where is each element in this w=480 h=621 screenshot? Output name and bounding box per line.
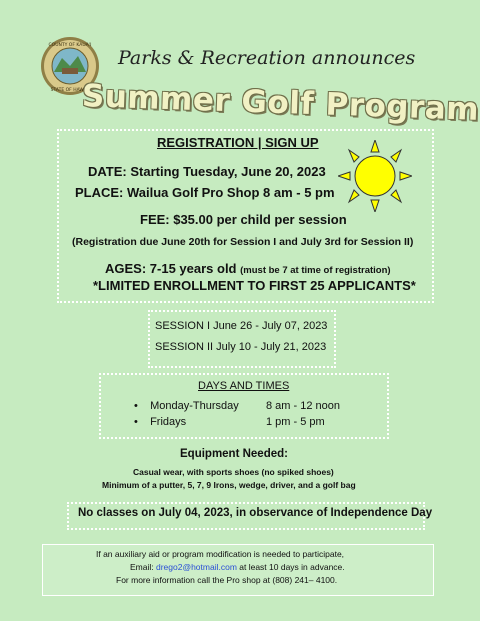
registration-due-line: (Registration due June 20th for Session I and July 3rd for Session II) [72,236,414,248]
info-email-suffix: at least 10 days in advance. [236,562,345,572]
equipment-title: Equipment Needed: [180,448,288,460]
ages-text: AGES: 7-15 years old [105,261,237,276]
email-link[interactable]: drego2@hotmail.com [155,562,237,572]
session-2: SESSION II July 10 - July 21, 2023 [155,341,327,353]
sessions-box [148,310,336,368]
info-email-prefix: Email: [130,562,156,572]
schedule-days-2: Fridays [150,416,187,428]
schedule-days-1: Monday-Thursday [150,400,239,412]
days-times-title: DAYS AND TIMES [198,380,290,392]
ages-note: (must be 7 at time of registration) [240,265,391,276]
date-line: DATE: Starting Tuesday, June 20, 2023 [88,164,326,179]
ages-line [105,261,391,276]
seal-text-bottom: STATE OF HAWAII [50,88,90,93]
info-line-1: If an auxiliary aid or program modification is needed to participate, [96,549,345,559]
limited-enrollment-line: *LIMITED ENROLLMENT TO FIRST 25 APPLICANTS* [93,278,416,293]
place-line: PLACE: Wailua Golf Pro Shop 8 am - 5 pm [75,185,335,200]
session-1: SESSION I June 26 - July 07, 2023 [155,320,328,332]
equipment-line-1: Casual wear, with sports shoes (no spiked shoes) [133,467,334,477]
schedule-time-2: 1 pm - 5 pm [266,416,325,428]
program-headline: Summer Golf Program [81,78,480,128]
registration-title: REGISTRATION | SIGN UP [157,135,319,150]
schedule-row-days: • Fridays [134,416,187,428]
schedule-row-days: • Monday-Thursday [134,400,239,412]
equipment-line-2: Minimum of a putter, 5, 7, 9 Irons, wedge, driver, and a golf bag [102,480,356,490]
schedule-time-1: 8 am - 12 noon [266,400,340,412]
fee-line: FEE: $35.00 per child per session [140,212,347,227]
no-classes-notice: No classes on July 04, 2023, in observance of Independence Day [78,507,433,519]
sun-icon [338,140,412,212]
announcement-line: Parks & Recreation announces [118,47,416,69]
info-line-3: For more information call the Pro shop at (808) 241– 4100. [116,575,338,585]
seal-text-top: COUNTY OF KAUA‘I [48,43,92,48]
info-line-2 [130,562,345,572]
